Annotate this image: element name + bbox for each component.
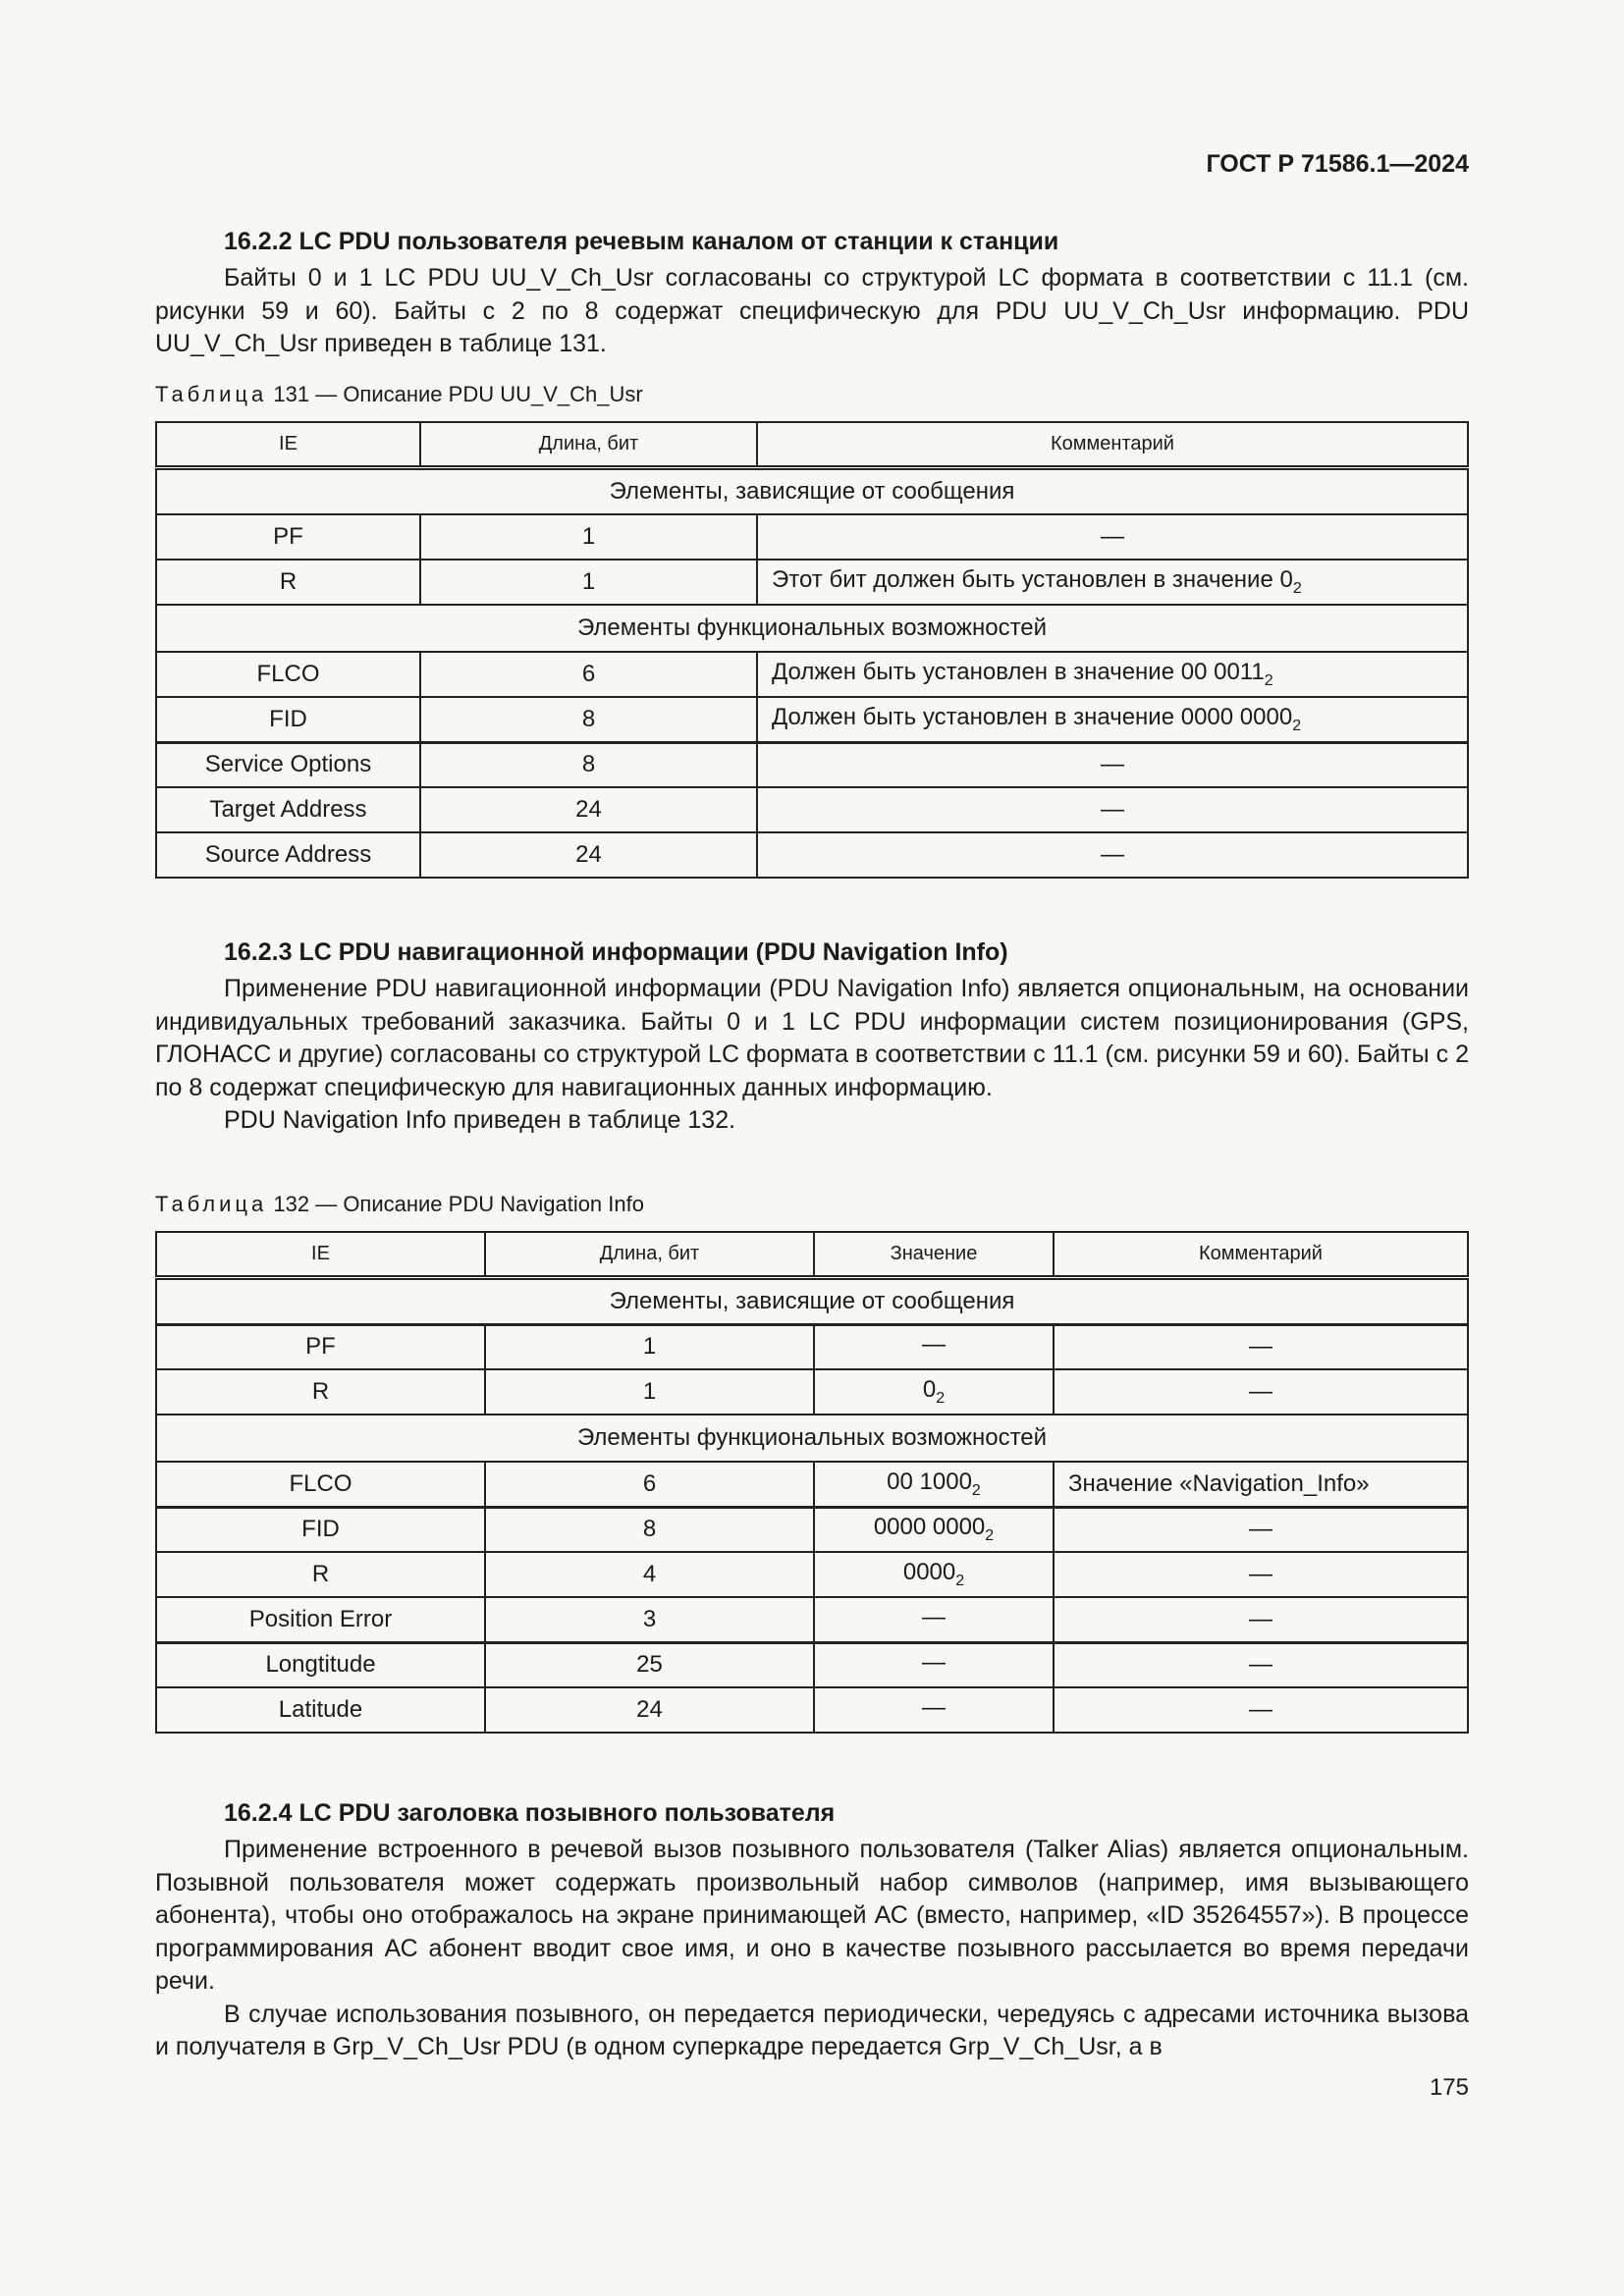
cell-comment: — [1054,1642,1468,1687]
cell-length: 6 [420,652,757,697]
cell-ie: FLCO [156,652,420,697]
cell-ie: PF [156,1324,485,1369]
cell-comment: Значение «Navigation_Info» [1054,1462,1468,1507]
table-132 [155,1231,1469,1734]
cell-ie: FID [156,1507,485,1552]
table-caption-label: Таблица [155,382,268,406]
cell-length: 25 [485,1642,814,1687]
table-row [156,787,1468,832]
table-row [156,742,1468,787]
cell-length: 8 [420,697,757,742]
column-header: IE [156,1232,485,1277]
column-header: Комментарий [757,422,1468,467]
table-caption [155,382,1469,407]
cell-comment: Должен быть установлен в значение 00 $0011_2$ [757,652,1468,697]
paragraph: Применение встроенного в речевой вызов позывного пользователя (Talker Alias) является опциональным. Позывной пользователя может содержать произвольный набор символов (например, имя вызывающего абонента), чтобы оно отображалось на экране принимающей АС (вместо, например, «ID 35264557»). В процессе программирования АС абонент вводит свое имя, и оно в качестве позывного рассылается во время передачи речи. [155,1836,1469,1995]
cell-length: 8 [485,1507,814,1552]
cell-length: 1 [420,514,757,560]
cell-ie: Position Error [156,1597,485,1642]
table-caption-text: 132 — Описание PDU Navigation Info [273,1192,644,1216]
paragraph: В случае использования позывного, он передается периодически, чередуясь с адресами источника вызова и получателя в Grp_V_Ch_Usr PDU (в одном суперкадре передается Grp_V_Ch_Usr, а в [155,2000,1469,2060]
table-132-block [155,1192,1469,1734]
table-131 [155,421,1469,879]
cell-length: 24 [420,832,757,878]
cell-value: — [814,1597,1054,1642]
table-row [156,1507,1468,1552]
cell-comment: — [1054,1324,1468,1369]
column-header: Комментарий [1054,1232,1468,1277]
table-caption-text: 131 — Описание PDU UU_V_Ch_Usr [273,382,643,406]
group-label: Элементы функциональных возможностей [156,605,1468,652]
table-row [156,652,1468,697]
column-header: Значение [814,1232,1054,1277]
cell-comment: Должен быть установлен в значение 0000 $0000_2$ [757,697,1468,742]
cell-comment: — [1054,1369,1468,1415]
column-header: Длина, бит [485,1232,814,1277]
table-group-row [156,467,1468,514]
cell-comment: — [1054,1687,1468,1733]
table-group-row [156,605,1468,652]
section-16-2-3 [155,937,1469,1138]
cell-length: 8 [420,742,757,787]
cell-ie: PF [156,514,420,560]
cell-length: 1 [485,1324,814,1369]
cell-value: $0000_2$ [814,1552,1054,1597]
cell-value: 0000 $0000_2$ [814,1507,1054,1552]
table-caption-label: Таблица [155,1192,268,1216]
cell-comment: — [757,787,1468,832]
cell-comment: — [1054,1552,1468,1597]
cell-length: 1 [485,1369,814,1415]
table-row [156,832,1468,878]
cell-ie: Latitude [156,1687,485,1733]
section-heading: 16.2.3 LC PDU навигационной информации (PDU Navigation Info) [224,938,1008,966]
table-row [156,560,1468,605]
cell-ie: Longtitude [156,1642,485,1687]
table-131-block [155,382,1469,879]
cell-length: 24 [420,787,757,832]
cell-value: — [814,1687,1054,1733]
table-row [156,1642,1468,1687]
paragraph: Байты 0 и 1 LC PDU UU_V_Ch_Usr согласованы со структурой LC формата в соответствии с 11.1 (см. рисунки 59 и 60). Байты с 2 по 8 содержат специфическую для PDU UU_V_Ch_Usr информацию. PDU UU_V_Ch_Usr приведен в таблице 131. [155,264,1469,357]
cell-ie: FID [156,697,420,742]
table-row [156,1324,1468,1369]
section-16-2-2 [155,227,1469,361]
cell-ie: FLCO [156,1462,485,1507]
section-heading: 16.2.2 LC PDU пользователя речевым каналом от станции к станции [224,228,1059,255]
table-group-row [156,1277,1468,1324]
group-label: Элементы, зависящие от сообщения [156,467,1468,514]
column-header: Длина, бит [420,422,757,467]
cell-value: 00 $1000_2$ [814,1462,1054,1507]
table-row [156,1687,1468,1733]
paragraph: Применение PDU навигационной информации (PDU Navigation Info) является опциональным, на основании индивидуальных требований заказчика. Байты 0 и 1 LC PDU информации систем позиционирования (GPS, ГЛОНАСС и другие) согласованы со структурой LC формата в соответствии с 11.1 (см. рисунки 59 и 60). Байты с 2 по 8 содержат специфическую для навигационных данных информацию. [155,975,1469,1101]
cell-comment: Этот бит должен быть установлен в значение $0_2$ [757,560,1468,605]
cell-comment: — [1054,1597,1468,1642]
cell-length: 24 [485,1687,814,1733]
table-row [156,1462,1468,1507]
table-group-row [156,1415,1468,1462]
cell-length: 3 [485,1597,814,1642]
table-header-row [156,422,1468,467]
table-header-row [156,1232,1468,1277]
cell-ie: Service Options [156,742,420,787]
cell-length: 4 [485,1552,814,1597]
page-number: 175 [1429,2074,1469,2101]
cell-ie: R [156,1552,485,1597]
cell-length: 6 [485,1462,814,1507]
cell-ie: R [156,560,420,605]
table-row [156,1597,1468,1642]
paragraph: PDU Navigation Info приведен в таблице 132. [224,1106,736,1134]
cell-length: 1 [420,560,757,605]
cell-comment: — [1054,1507,1468,1552]
standard-designation: ГОСТ Р 71586.1—2024 [1206,150,1469,178]
group-label: Элементы, зависящие от сообщения [156,1277,1468,1324]
table-row [156,1552,1468,1597]
cell-value: — [814,1642,1054,1687]
section-16-2-4 [155,1798,1469,2064]
column-header: IE [156,422,420,467]
table-row [156,1369,1468,1415]
cell-ie: Source Address [156,832,420,878]
cell-value: $0_2$ [814,1369,1054,1415]
group-label: Элементы функциональных возможностей [156,1415,1468,1462]
cell-value: — [814,1324,1054,1369]
cell-ie: Target Address [156,787,420,832]
table-caption [155,1192,1469,1217]
table-row [156,514,1468,560]
cell-comment: — [757,514,1468,560]
section-heading: 16.2.4 LC PDU заголовка позывного пользователя [224,1799,836,1827]
cell-comment: — [757,742,1468,787]
cell-ie: R [156,1369,485,1415]
cell-comment: — [757,832,1468,878]
table-row [156,697,1468,742]
